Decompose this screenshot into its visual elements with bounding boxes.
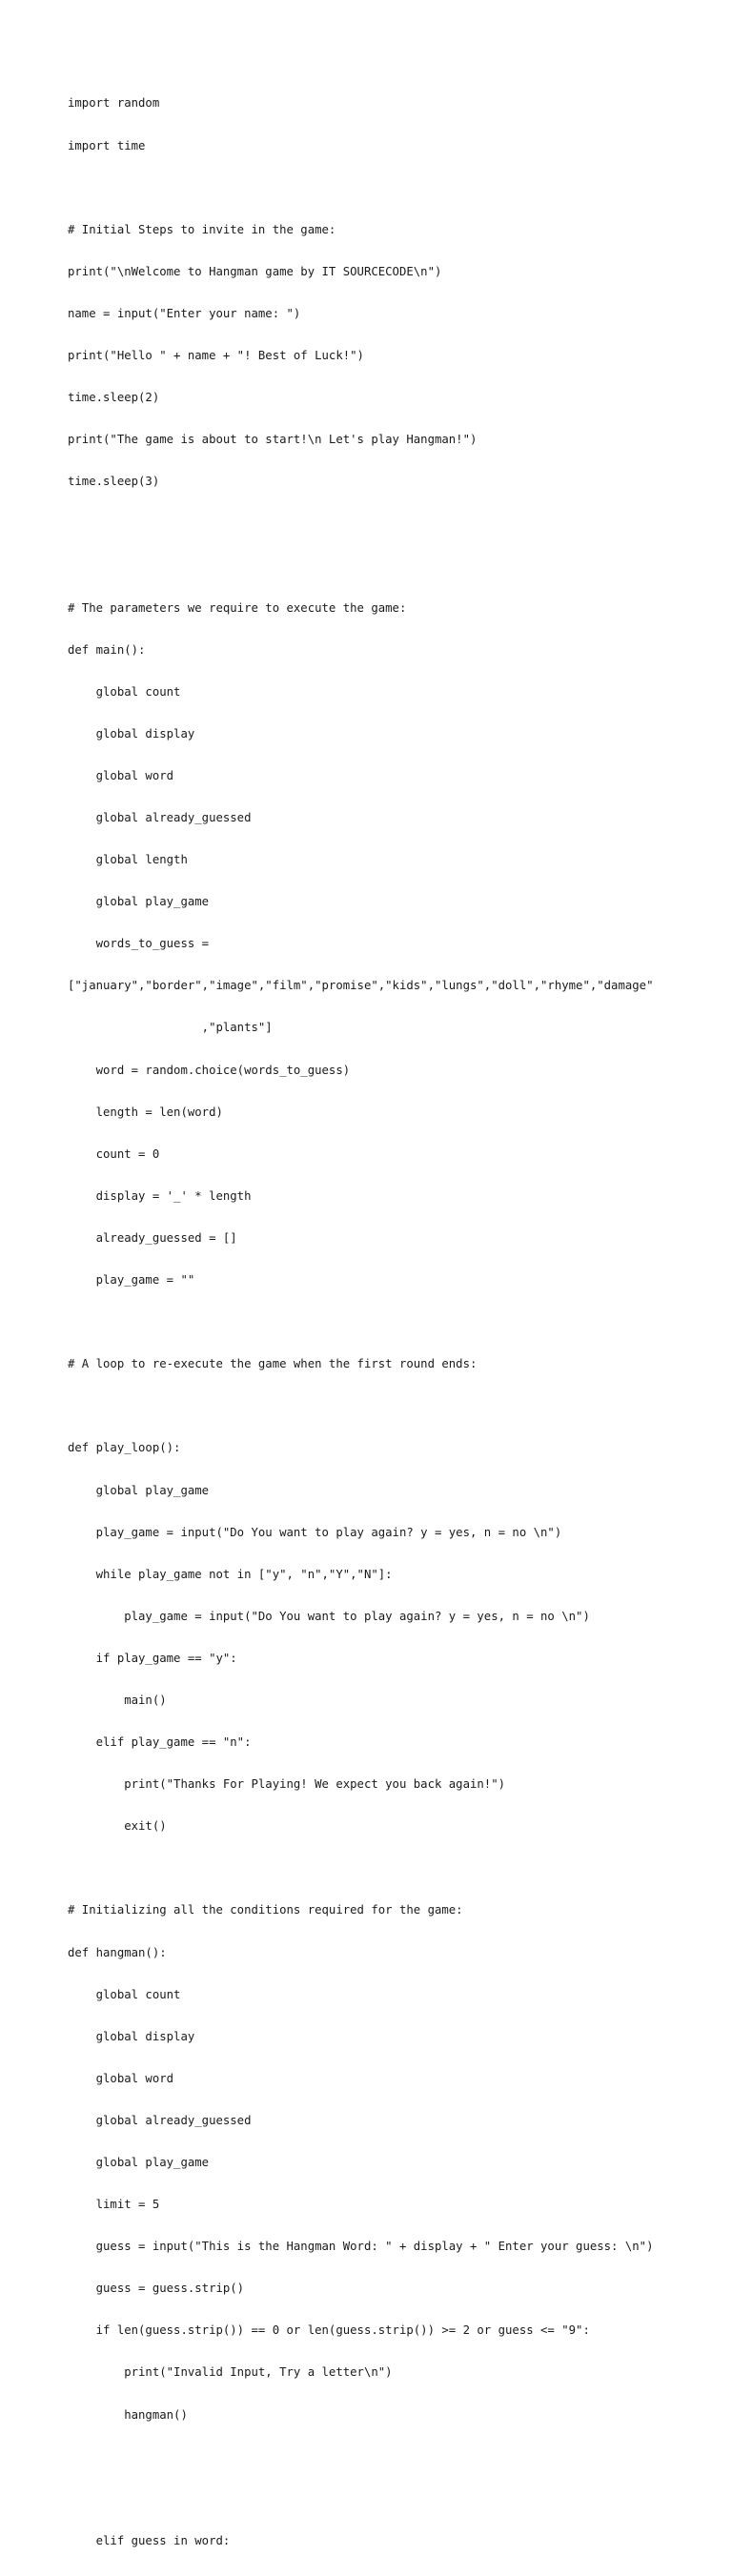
code-line: elif play_game == "n": — [68, 1735, 252, 1750]
code-line: length = len(word) — [68, 1105, 223, 1119]
code-line: time.sleep(2) — [68, 391, 160, 405]
code-line: count = 0 — [68, 1146, 160, 1161]
code-line: while play_game not in ["y", "n","Y","N"]: — [68, 1567, 393, 1581]
code-line: def play_loop(): — [68, 1441, 181, 1455]
code-line: import time — [68, 138, 146, 152]
code-line: # Initializing all the conditions required for the game: — [68, 1903, 463, 1917]
code-line: global display — [68, 2029, 195, 2043]
code-line: if play_game == "y": — [68, 1651, 237, 1665]
code-line: import random — [68, 96, 160, 111]
code-line: name = input("Enter your name: ") — [68, 306, 301, 320]
code-line: ,"plants"] — [68, 1021, 273, 1035]
code-line — [68, 558, 697, 573]
code-line: def main(): — [68, 642, 146, 657]
code-line: if len(guess.strip()) == 0 or len(guess.strip()) >= 2 or guess <= "9": — [68, 2323, 590, 2338]
code-line: print("Hello " + name + "! Best of Luck!") — [68, 348, 364, 362]
code-line: global length — [68, 853, 188, 867]
code-line: # A loop to re-execute the game when the first round ends: — [68, 1357, 478, 1371]
code-line: global word — [68, 768, 174, 782]
code-line: guess = guess.strip() — [68, 2282, 245, 2296]
code-line: elif guess in word: — [68, 2533, 231, 2547]
code-line: main() — [68, 1693, 167, 1707]
code-line: play_game = input("Do You want to play again? y = yes, n = no \n") — [68, 1609, 590, 1623]
code-line: guess = input("This is the Hangman Word: " + display + " Enter your guess: \n") — [68, 2240, 654, 2254]
code-line: play_game = "" — [68, 1273, 195, 1288]
code-line: # The parameters we require to execute the game: — [68, 600, 407, 615]
code-line: print("Thanks For Playing! We expect you back again!") — [68, 1777, 506, 1792]
code-line: words_to_guess = — [68, 937, 210, 951]
code-line: global already_guessed — [68, 2113, 252, 2127]
code-line: hangman() — [68, 2407, 188, 2422]
code-line — [68, 1861, 697, 1876]
code-line: global play_game — [68, 895, 210, 909]
code-line — [68, 1399, 697, 1413]
code-line: def hangman(): — [68, 1945, 167, 1959]
code-line: # Initial Steps to invite in the game: — [68, 222, 336, 236]
code-line — [68, 2492, 697, 2506]
code-line: exit() — [68, 1819, 167, 1834]
code-line: global count — [68, 1987, 181, 2001]
code-line: play_game = input("Do You want to play again? y = yes, n = no \n") — [68, 1525, 562, 1539]
code-line — [68, 1315, 697, 1329]
code-line: time.sleep(3) — [68, 475, 160, 489]
code-line — [68, 2450, 697, 2464]
code-line: print("\nWelcome to Hangman game by IT SOURCECODE\n") — [68, 264, 442, 278]
code-line: word = random.choice(words_to_guess) — [68, 1063, 351, 1077]
code-line — [68, 517, 697, 531]
code-line: global word — [68, 2071, 174, 2085]
code-line: print("Invalid Input, Try a letter\n") — [68, 2365, 393, 2380]
code-line: already_guessed = [] — [68, 1230, 237, 1245]
code-line: global play_game — [68, 2156, 210, 2169]
code-listing — [68, 69, 697, 2576]
code-line — [68, 181, 697, 195]
code-line: global already_guessed — [68, 811, 252, 824]
code-line: display = '_' * length — [68, 1188, 252, 1203]
code-line: global play_game — [68, 1483, 210, 1497]
code-line: global display — [68, 726, 195, 740]
code-line: limit = 5 — [68, 2198, 160, 2212]
code-line: global count — [68, 684, 181, 699]
code-line: print("The game is about to start!\n Let's play Hangman!") — [68, 433, 478, 447]
code-line: ["january","border","image","film","promise","kids","lungs","doll","rhyme","damage" — [68, 979, 654, 993]
